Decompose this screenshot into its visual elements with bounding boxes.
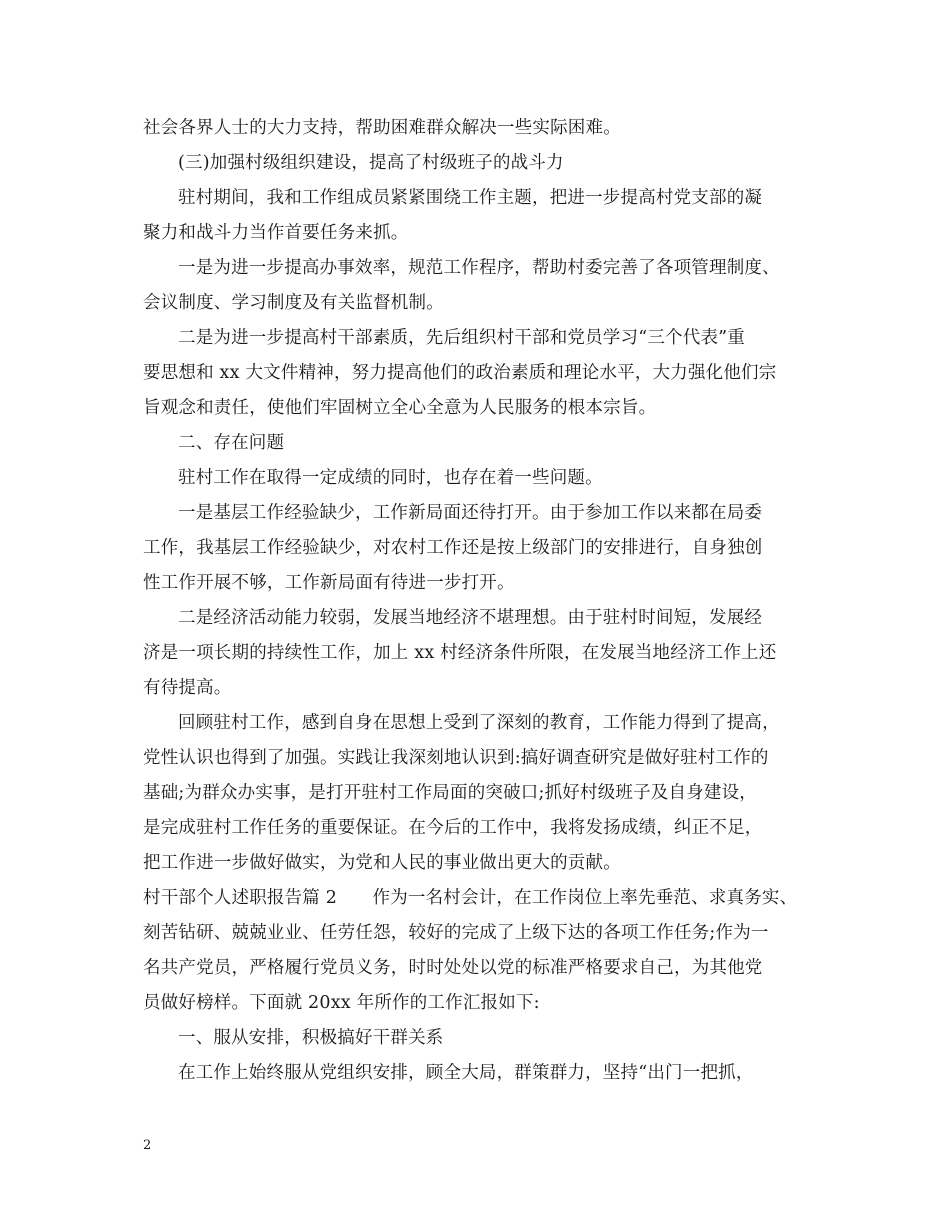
text-line: 二是为进一步提高村干部素质，先后组织村干部和党员学习“三个代表”重	[178, 328, 745, 348]
text-line: 员做好榜样。下面就 20xx 年所作的工作汇报如下:	[143, 993, 540, 1013]
text-line: 工作，我基层工作经验缺少，对农村工作还是按上级部门的安排进行，自身独创	[143, 538, 763, 558]
text-line: 基础;为群众办实事，是打开驻村工作局面的突破口;抓好村级班子及自身建设，	[143, 783, 757, 803]
text-line: 聚力和战斗力当作首要任务来抓。	[143, 223, 409, 243]
text-line: 济是一项长期的持续性工作，加上 xx 村经济条件所限，在发展当地经济工作上还	[143, 643, 777, 663]
section-heading: 二、存在问题	[178, 433, 285, 453]
text-line: 一是基层工作经验缺少，工作新局面还待打开。由于参加工作以来都在局委	[178, 503, 763, 523]
text-line: 要思想和 xx 大文件精神，努力提高他们的政治素质和理论水平，大力强化他们宗	[143, 363, 777, 383]
text-line: 会议制度、学习制度及有关监督机制。	[143, 293, 444, 313]
text-line: 有待提高。	[143, 678, 232, 698]
text-line: 二是经济活动能力较弱，发展当地经济不堪理想。由于驻村时间短，发展经	[178, 608, 763, 628]
text-line: 名共产党员，严格履行党员义务，时时处处以党的标准严格要求自己，为其他党	[143, 958, 763, 978]
text-line: 旨观念和责任，使他们牢固树立全心全意为人民服务的根本宗旨。	[143, 398, 657, 418]
text-line: 在工作上始终服从党组织安排，顾全大局，群策群力，坚持“出门一把抓，	[178, 1063, 754, 1083]
text-line: 党性认识也得到了加强。实践让我深刻地认识到:搞好调查研究是做好驻村工作的	[143, 748, 769, 768]
section-heading: 一、服从安排，积极搞好干群关系	[178, 1028, 444, 1048]
text-line: 驻村工作在取得一定成绩的同时，也存在着一些问题。	[178, 468, 603, 488]
text-line: 驻村期间，我和工作组成员紧紧围绕工作主题，把进一步提高村党支部的凝	[178, 188, 763, 208]
text-line: 村干部个人述职报告篇 2 作为一名村会计，在工作岗位上率先垂范、求真务实、	[143, 888, 798, 908]
text-line: 刻苦钻研、兢兢业业、任劳任怨，较好的完成了上级下达的各项工作任务;作为一	[143, 923, 769, 943]
text-line: 回顾驻村工作，感到自身在思想上受到了深刻的教育，工作能力得到了提高，	[178, 713, 780, 733]
text-line: 是完成驻村工作任务的重要保证。在今后的工作中，我将发扬成绩，纠正不足，	[143, 818, 763, 838]
page-number: 2	[143, 1138, 152, 1153]
section-heading: (三)加强村级组织建设，提高了村级班子的战斗力	[178, 153, 564, 173]
text-line: 把工作进一步做好做实，为党和人民的事业做出更大的贡献。	[143, 853, 621, 873]
text-line: 社会各界人士的大力支持，帮助困难群众解决一些实际困难。	[143, 118, 621, 138]
text-line: 一是为进一步提高办事效率，规范工作程序，帮助村委完善了各项管理制度、	[178, 258, 780, 278]
text-line: 性工作开展不够，工作新局面有待进一步打开。	[143, 573, 515, 593]
